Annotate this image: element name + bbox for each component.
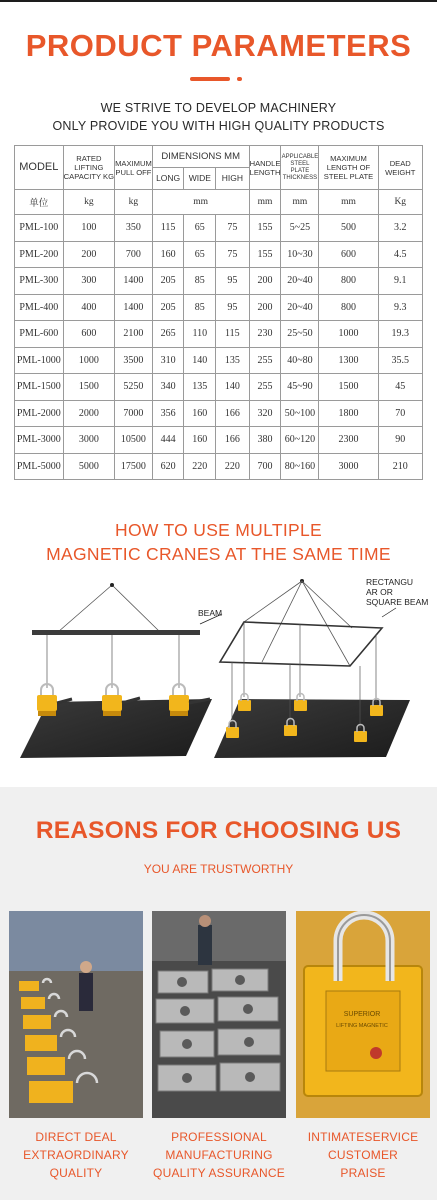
table-cell: 1500 — [319, 374, 378, 401]
rect-label-line-2: AR OR — [366, 587, 393, 597]
reason-line: QUALITY — [49, 1166, 103, 1180]
reason-line: CUSTOMER — [327, 1148, 399, 1162]
table-row — [15, 427, 423, 454]
table-cell: 3500 — [115, 347, 153, 374]
table-cell: 60~120 — [281, 427, 319, 454]
table-cell: 25~50 — [281, 321, 319, 348]
table-cell: 255 — [249, 374, 281, 401]
table-cell: 90 — [378, 427, 423, 454]
table-cell: 1000 — [319, 321, 378, 348]
header-high: HIGH — [216, 168, 250, 190]
table-cell: 800 — [319, 294, 378, 321]
rect-label-line-1: RECTANGU — [366, 577, 414, 587]
rect-label-line-3: SQUARE BEAM — [366, 597, 429, 607]
table-cell: 115 — [216, 321, 250, 348]
table-cell: 110 — [184, 321, 216, 348]
table-cell: 19.3 — [378, 321, 423, 348]
table-cell: 220 — [184, 453, 216, 480]
table-cell: 166 — [216, 427, 250, 454]
table-row — [15, 241, 423, 268]
table-cell: PML-400 — [15, 294, 64, 321]
table-cell: 700 — [249, 453, 281, 480]
table-row — [15, 453, 423, 480]
top-rule — [0, 0, 437, 2]
tagline-line-1: WE STRIVE TO DEVELOP MACHINERY — [100, 101, 337, 115]
table-row — [15, 294, 423, 321]
table-cell: 45~90 — [281, 374, 319, 401]
table-cell: 5250 — [115, 374, 153, 401]
table-row — [15, 215, 423, 242]
table-cell: 1000 — [63, 347, 114, 374]
table-cell: 2300 — [319, 427, 378, 454]
table-row — [15, 347, 423, 374]
beam-label: BEAM — [198, 608, 223, 618]
table-cell: 160 — [152, 241, 184, 268]
table-cell: 135 — [184, 374, 216, 401]
header-handle-length: HANDLE LENGTH — [249, 146, 281, 190]
title-underline-bar — [190, 77, 230, 81]
table-cell: 10~30 — [281, 241, 319, 268]
photo3-brand-text: SUPERIOR — [343, 1011, 381, 1018]
reason-line: DIRECT DEAL — [35, 1130, 117, 1144]
reason-line: PRAISE — [340, 1166, 386, 1180]
table-cell: PML-1000 — [15, 347, 64, 374]
beam — [32, 630, 200, 635]
table-cell: 356 — [152, 400, 184, 427]
table-cell: 200 — [249, 294, 281, 321]
magnet-frame-1 — [238, 694, 251, 712]
table-cell: PML-200 — [15, 241, 64, 268]
table-body — [15, 215, 423, 480]
table-cell: 10500 — [115, 427, 153, 454]
table-cell: 75 — [216, 215, 250, 242]
table-cell: PML-2000 — [15, 400, 64, 427]
table-cell: 85 — [184, 268, 216, 295]
table-cell: 800 — [319, 268, 378, 295]
table-units-row — [15, 190, 423, 215]
photo-magnet-closeup — [296, 911, 430, 1118]
table-cell: 1400 — [115, 294, 153, 321]
table-cell: 95 — [216, 268, 250, 295]
table-cell: PML-1500 — [15, 374, 64, 401]
rectangular-beam-label — [366, 577, 428, 607]
reason-line: INTIMATESERVICE — [307, 1130, 419, 1144]
table-cell: 205 — [152, 294, 184, 321]
table-cell: 255 — [249, 347, 281, 374]
table-cell: PML-5000 — [15, 453, 64, 480]
table-row — [15, 374, 423, 401]
header-dimensions: DIMENSIONS MM — [152, 146, 249, 168]
table-cell: 7000 — [115, 400, 153, 427]
unit-cell: kg — [63, 190, 114, 215]
header-long: LONG — [152, 168, 184, 190]
table-cell: 140 — [216, 374, 250, 401]
table-cell: 300 — [63, 268, 114, 295]
unit-cell: mm — [249, 190, 281, 215]
table-cell: 9.3 — [378, 294, 423, 321]
table-cell: 80~160 — [281, 453, 319, 480]
table-cell: 3.2 — [378, 215, 423, 242]
header-dead-weight: DEAD WEIGHT — [378, 146, 423, 190]
table-cell: 4.5 — [378, 241, 423, 268]
reasons-title: REASONS FOR CHOOSING US — [35, 817, 402, 844]
table-cell: 95 — [216, 294, 250, 321]
table-cell: 200 — [249, 268, 281, 295]
reason-card-direct-deal — [4, 1128, 148, 1182]
table-cell: 160 — [184, 400, 216, 427]
reason-line: EXTRAORDINARY — [23, 1148, 129, 1162]
unit-cell: kg — [115, 190, 153, 215]
table-cell: 220 — [216, 453, 250, 480]
table-cell: 17500 — [115, 453, 153, 480]
page-title: PRODUCT PARAMETERS — [25, 28, 412, 63]
table-cell: 380 — [249, 427, 281, 454]
table-cell: 20~40 — [281, 294, 319, 321]
table-cell: 400 — [63, 294, 114, 321]
how-title-line-2: MAGNETIC CRANES AT THE SAME TIME — [46, 544, 391, 564]
how-title-line-1: HOW TO USE MULTIPLE — [115, 520, 322, 540]
table-cell: 2000 — [63, 400, 114, 427]
unit-cell: mm — [281, 190, 319, 215]
header-model: MODEL — [15, 146, 64, 190]
table-cell: 700 — [115, 241, 153, 268]
tagline-line-2: ONLY PROVIDE YOU WITH HIGH QUALITY PRODUCTS — [52, 119, 385, 133]
table-cell: 140 — [184, 347, 216, 374]
photo-production-line — [9, 911, 143, 1118]
table-cell: 5000 — [63, 453, 114, 480]
photo3-brand-subtext: LIFTING MAGNETIC — [336, 1023, 388, 1029]
table-cell: 1400 — [115, 268, 153, 295]
table-cell: 600 — [63, 321, 114, 348]
header-max-plate-length: MAXIMUM LENGTH OF STEEL PLATE — [319, 146, 378, 190]
table-header-row — [15, 146, 423, 168]
table-cell: 3000 — [319, 453, 378, 480]
table-cell: 50~100 — [281, 400, 319, 427]
reasons-subtitle: YOU ARE TRUSTWORTHY — [143, 862, 294, 876]
table-cell: 75 — [216, 241, 250, 268]
table-cell: 70 — [378, 400, 423, 427]
table-cell: 65 — [184, 215, 216, 242]
table-cell: PML-600 — [15, 321, 64, 348]
header-rated-capacity: RATED LIFTING CAPACITY KG — [63, 146, 114, 190]
reason-line: PROFESSIONAL — [171, 1130, 267, 1144]
table-cell: 5~25 — [281, 215, 319, 242]
table-cell: 155 — [249, 241, 281, 268]
unit-cell: 单位 — [15, 190, 64, 215]
table-cell: 320 — [249, 400, 281, 427]
table-cell: 600 — [319, 241, 378, 268]
table-cell: 200 — [63, 241, 114, 268]
table-cell: 2100 — [115, 321, 153, 348]
table-cell: 340 — [152, 374, 184, 401]
table-row — [15, 268, 423, 295]
reason-line: QUALITY ASSURANCE — [153, 1166, 285, 1180]
header-wide: WIDE — [184, 168, 216, 190]
table-cell: PML-100 — [15, 215, 64, 242]
magnet-frame-2 — [294, 694, 307, 712]
table-cell: 35.5 — [378, 347, 423, 374]
reason-card-professional — [147, 1128, 291, 1182]
table-cell: 100 — [63, 215, 114, 242]
table-cell: 444 — [152, 427, 184, 454]
table-cell: PML-300 — [15, 268, 64, 295]
parameters-table — [14, 145, 423, 480]
table-cell: 500 — [319, 215, 378, 242]
table-cell: 1500 — [63, 374, 114, 401]
table-cell: 620 — [152, 453, 184, 480]
table-cell: 135 — [216, 347, 250, 374]
table-cell: 166 — [216, 400, 250, 427]
unit-cell: mm — [319, 190, 378, 215]
table-cell: 1300 — [319, 347, 378, 374]
table-cell: 9.1 — [378, 268, 423, 295]
photo-manufacturing — [152, 911, 286, 1118]
table-cell: 65 — [184, 241, 216, 268]
unit-cell: Kg — [378, 190, 423, 215]
table-cell: 210 — [378, 453, 423, 480]
tagline — [0, 99, 437, 135]
title-underline-dot — [237, 77, 242, 81]
table-cell: 1800 — [319, 400, 378, 427]
unit-cell: mm — [152, 190, 249, 215]
table-cell: 85 — [184, 294, 216, 321]
how-to-use-title — [0, 518, 437, 566]
table-cell: 265 — [152, 321, 184, 348]
table-cell: 155 — [249, 215, 281, 242]
crane-usage-diagram — [0, 572, 437, 772]
table-cell: PML-3000 — [15, 427, 64, 454]
table-cell: 40~80 — [281, 347, 319, 374]
table-cell: 45 — [378, 374, 423, 401]
table-cell: 20~40 — [281, 268, 319, 295]
table-cell: 3000 — [63, 427, 114, 454]
table-cell: 350 — [115, 215, 153, 242]
table-cell: 310 — [152, 347, 184, 374]
header-plate-thickness: APPLICABLE STEEL PLATE THICKNESS — [281, 146, 319, 190]
table-cell: 230 — [249, 321, 281, 348]
table-cell: 115 — [152, 215, 184, 242]
table-cell: 160 — [184, 427, 216, 454]
table-row — [15, 400, 423, 427]
reason-line: MANUFACTURING — [165, 1148, 273, 1162]
table-row — [15, 321, 423, 348]
header-max-pull-off: MAXIMUM PULL OFF — [115, 146, 153, 190]
reason-card-service — [291, 1128, 435, 1182]
table-cell: 205 — [152, 268, 184, 295]
